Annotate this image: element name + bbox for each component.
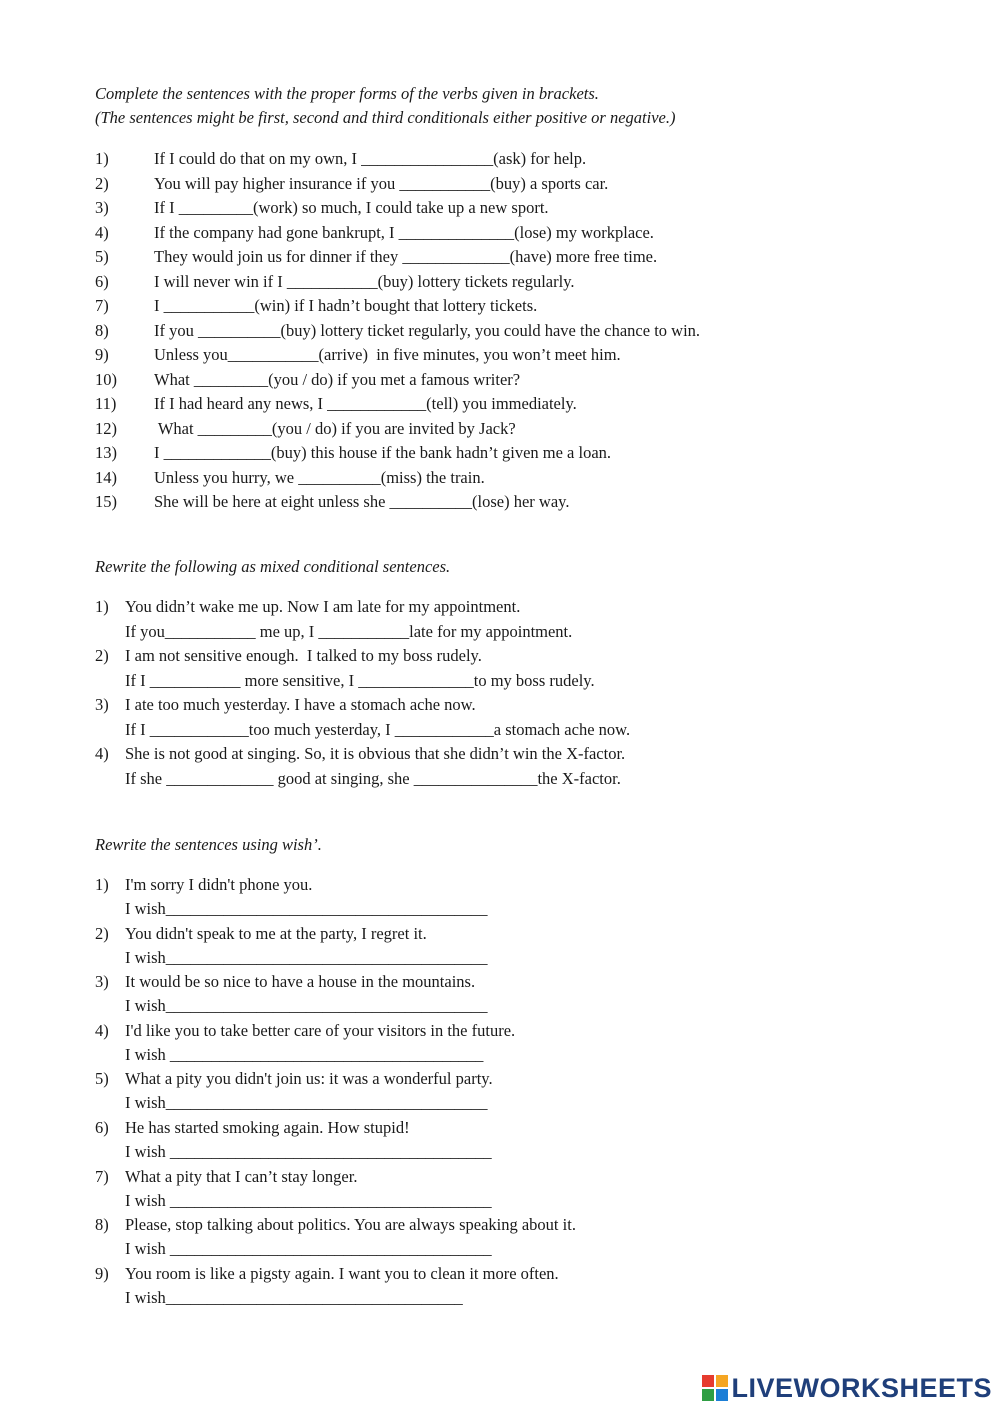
answer-line: I wish_______________________________________ xyxy=(125,948,488,967)
exercise-sentence: If you __________(buy) lottery ticket regularly, you could have the chance to win. xyxy=(154,321,701,340)
item-number: 3) xyxy=(95,695,109,714)
item-number: 3) xyxy=(95,198,109,217)
exercise-prompt: I am not sensitive enough. I talked to my boss rudely. xyxy=(125,646,482,665)
instruction-section3: Rewrite the sentences using wish’. xyxy=(95,835,322,854)
item-number: 5) xyxy=(95,1069,109,1088)
item-number: 1) xyxy=(95,597,109,616)
item-number: 4) xyxy=(95,223,109,242)
exercise-sentence: You will pay higher insurance if you ___________(buy) a sports car. xyxy=(154,174,609,193)
exercise-prompt: Please, stop talking about politics. You are always speaking about it. xyxy=(125,1215,576,1234)
exercise-prompt: I'm sorry I didn't phone you. xyxy=(125,875,313,894)
instruction-section1-line2: (The sentences might be first, second and third conditionals either positive or negative.) xyxy=(95,108,676,127)
exercise-prompt: What a pity you didn't join us: it was a wonderful party. xyxy=(125,1069,493,1088)
exercise-sentence: If I could do that on my own, I ________________(ask) for help. xyxy=(154,149,587,168)
item-number: 8) xyxy=(95,1215,109,1234)
exercise-sentence: They would join us for dinner if they _____________(have) more free time. xyxy=(154,247,658,266)
exercise-sentence: Unless you___________(arrive) in five minutes, you won’t meet him. xyxy=(154,345,621,364)
instruction-section1-line1: Complete the sentences with the proper forms of the verbs given in brackets. xyxy=(95,84,599,103)
logo-square-green xyxy=(702,1389,714,1401)
item-number: 6) xyxy=(95,272,109,291)
exercise-prompt: She is not good at singing. So, it is obvious that she didn’t win the X-factor. xyxy=(125,744,626,763)
exercise-sentence: If the company had gone bankrupt, I ______________(lose) my workplace. xyxy=(154,223,654,242)
exercise-prompt: I'd like you to take better care of your visitors in the future. xyxy=(125,1021,516,1040)
exercise-prompt: You didn’t wake me up. Now I am late for my appointment. xyxy=(125,597,521,616)
exercise-sentence: What _________(you / do) if you met a famous writer? xyxy=(154,370,521,389)
exercise-prompt: You didn't speak to me at the party, I regret it. xyxy=(125,924,427,943)
exercise-prompt: You room is like a pigsty again. I want you to clean it more often. xyxy=(125,1264,559,1283)
answer-line: I wish_______________________________________ xyxy=(125,899,488,918)
item-number: 14) xyxy=(95,468,117,487)
answer-line: I wish____________________________________ xyxy=(125,1288,463,1307)
item-number: 6) xyxy=(95,1118,109,1137)
item-number: 13) xyxy=(95,443,117,462)
logo-square-orange xyxy=(716,1375,728,1387)
exercise-sentence: Unless you hurry, we __________(miss) the train. xyxy=(154,468,485,487)
exercise-prompt: What a pity that I can’t stay longer. xyxy=(125,1167,358,1186)
answer-line: I wish _______________________________________ xyxy=(125,1191,492,1210)
item-number: 2) xyxy=(95,924,109,943)
instruction-section2: Rewrite the following as mixed conditional sentences. xyxy=(95,557,451,576)
item-number: 1) xyxy=(95,149,109,168)
logo-square-red xyxy=(702,1375,714,1387)
answer-line: I wish _______________________________________ xyxy=(125,1142,492,1161)
item-number: 2) xyxy=(95,174,109,193)
item-number: 11) xyxy=(95,394,117,413)
item-number: 5) xyxy=(95,247,109,266)
exercise-sentence: If I _________(work) so much, I could take up a new sport. xyxy=(154,198,549,217)
item-number: 9) xyxy=(95,345,109,364)
exercise-sentence: What _________(you / do) if you are invited by Jack? xyxy=(154,419,516,438)
exercise-prompt: I ate too much yesterday. I have a stomach ache now. xyxy=(125,695,476,714)
logo-mark-icon xyxy=(702,1375,728,1401)
item-number: 10) xyxy=(95,370,117,389)
logo-text: LIVEWORKSHEETS xyxy=(731,1372,992,1403)
exercise-prompt: He has started smoking again. How stupid! xyxy=(125,1118,410,1137)
exercise-sentence: I _____________(buy) this house if the bank hadn’t given me a loan. xyxy=(154,443,612,462)
item-number: 12) xyxy=(95,419,117,438)
item-number: 2) xyxy=(95,646,109,665)
exercise-sentence: If I had heard any news, I ____________(tell) you immediately. xyxy=(154,394,577,413)
answer-line: If I ____________too much yesterday, I ____________a stomach ache now. xyxy=(125,720,631,739)
exercise-sentence: I ___________(win) if I hadn’t bought that lottery tickets. xyxy=(154,296,538,315)
logo-square-blue xyxy=(716,1389,728,1401)
answer-line: I wish_______________________________________ xyxy=(125,1093,488,1112)
item-number: 7) xyxy=(95,1167,109,1186)
answer-line: I wish _______________________________________ xyxy=(125,1239,492,1258)
item-number: 8) xyxy=(95,321,109,340)
answer-line: If you___________ me up, I ___________late for my appointment. xyxy=(125,622,573,641)
item-number: 7) xyxy=(95,296,109,315)
answer-line: If I ___________ more sensitive, I ______________to my boss rudely. xyxy=(125,671,595,690)
exercise-sentence: She will be here at eight unless she __________(lose) her way. xyxy=(154,492,570,511)
exercise-sentence: I will never win if I ___________(buy) lottery tickets regularly. xyxy=(154,272,575,291)
item-number: 4) xyxy=(95,744,109,763)
answer-line: I wish ______________________________________ xyxy=(125,1045,484,1064)
item-number: 9) xyxy=(95,1264,109,1283)
answer-line: I wish_______________________________________ xyxy=(125,996,488,1015)
item-number: 15) xyxy=(95,492,117,511)
item-number: 3) xyxy=(95,972,109,991)
exercise-prompt: It would be so nice to have a house in the mountains. xyxy=(125,972,476,991)
liveworksheets-logo xyxy=(702,1371,992,1405)
answer-line: If she _____________ good at singing, she _______________the X-factor. xyxy=(125,769,621,788)
item-number: 4) xyxy=(95,1021,109,1040)
item-number: 1) xyxy=(95,875,109,894)
